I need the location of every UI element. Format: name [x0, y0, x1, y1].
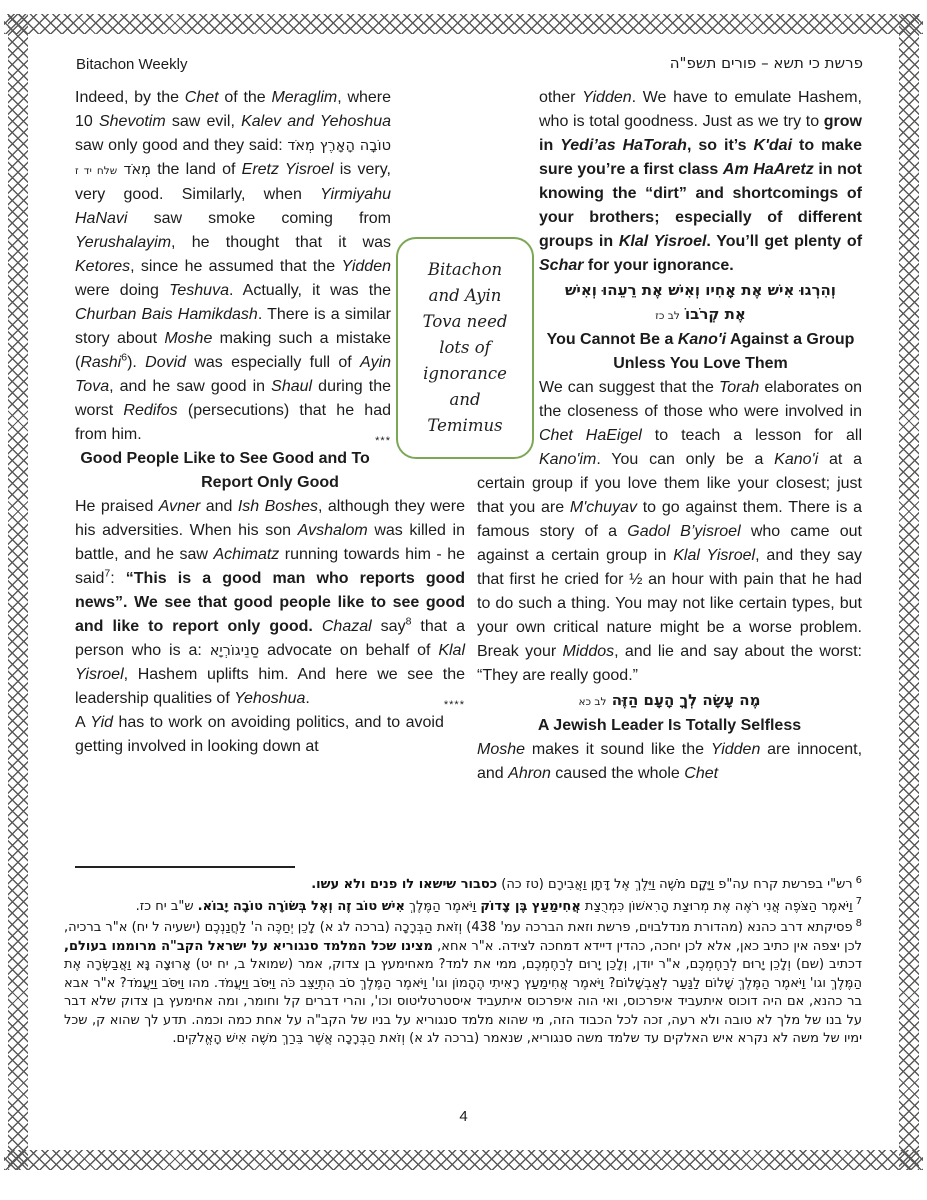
- page-number: 4: [459, 1108, 468, 1125]
- paragraph-kanoim: We can suggest that the Torah elaborates on the closeness of those who were involved in Chet HaEigel to teach a lesson for all Kano'im. You can only be a Kano'i at a certain group if you love them like your closest; just that you are M'chuyav to go against them. There is a famous story of a Gadol B’yisroel who came out against a certain group in Klal Yisroel, and they say that first he cried for ½ an hour with pain that he had to do such a thing. You may not like certain types, but your own critical nature might be a worse problem. Break your Middos, and lie and say about the worst: “They are really good.”: [477, 379, 863, 684]
- page-border-right: [899, 14, 919, 1170]
- footnote-text: פסיקתא דרב כהנא (מהדורת מנדלבוים, פרשת וזאת הברכה עמ' 438) וְזֹאת הַבְּרָכָה (ברכה לג א) לָכֵן יְחַכֶּה ה' לַחֲנַנְכֶם (ישעיה ל יח) א"ר ברכיה, לכן יצפה אין כתיב כאן, אלא לכן יחכה, כהדין דיידא דמחכה לצידה. א"ר אחא, מצינו שכל המלמד סנגוריא על ישראל הקב"ה מרוממו בעולם, דכתיב (שם) וְלָכֵן יָרוּם לְרַחֶמְכֶם, א"ר יודן, וְלָכֵן יָרוּם לְרַחֶמְכֶם, ממי את למד? מאחימעץ בן צדוק, אמר (שמואל ב, יח יט) אָרוּצָה נָּא וַאֲבַשְּׂרָה אֶת הַמֶּלֶךְ וגו' וַיֹּאמֶר הַמֶּלֶךְ שָׁלוֹם לַנַּעַר לְאַבְשָׁלוֹם? וַיֹּאמֶר אֲחִימַעַץ רָאִיתִי הֶהָמוֹן וגו' וַיֹּאמֶר הַמֶּלֶךְ סֹב הִתְיַצֵּב כֹּה וַיִּסֹּב וַיַּעֲמֹד. מהו וַיִּסֹּב וַיַּעֲמֹד? א"ר אבא בר כהנא, אם היה דוכוס איתעביד איפרכוס, ואי הוה איפרכוס איתעביד איסטרטליטוס וכו', והרי דברים קל וחומר, ומה אחימעץ בן צדוק שלא דבר על בנו של מלך לא טובה ולא רעה, זכה לכל הכבוד הזה, מי שהוא מלמד סנגוריא על בניו של הקב"ה על אחת כמה וכמה. תדע לך שהוא ק, שכל ימיו של משה לא נקרא איש האלקים עד שלמד משה סנגוריא, שנאמר (ברכה לג א) וְזֹאת הַבְּרָכָה אֲשֶׁר בֵּרַךְ משֶׁה אִישׁ הָאֱלֹקִים.: [64, 920, 862, 1046]
- paragraph-meraglim: Indeed, by the Chet of the Meraglim, where 10 Shevotim saw evil, Kalev and Yehoshua saw only good and they said: טוֹבָה הָאָרֶץ מְאֹד מְאֹד שלח יד ז the land of Eretz Yisroel is very, very good. Similarly, when Yirmiyahu HaNavi saw smoke coming from Yerushalayim, he thought that it was Ketores, since he assumed that the Yidden were doing Teshuva. Actually, it was the Churban Bais Hamikdash. There is a similar story about Moshe making such a mistake (Rashi$^6$). Dovid was especially full of Ayin Tova, and he saw good in Shaul during the worst Redifos (persecutions) that he had from him. ***: [75, 89, 392, 447]
- pasuk-meh-asah: מֶה עָשָׂה לְךָ הָעָם הַזֶּה לב כא: [578, 691, 761, 709]
- footnote-6: [64, 876, 862, 895]
- paragraph-moshe-ahron: Moshe makes it sound like the Yidden are innocent, and Ahron caused the whole Chet: [477, 741, 863, 782]
- footnote-text: רש"י בפרשת קרח עה"פ וַיָּקָם מֹשֶׁה וַיֵּלֶךְ אֶל דָּתָן וַאֲבִירָם (טז כה) כסבור שישאו לו פנים ולא עשו.: [311, 877, 853, 892]
- footnote-marker: 8: [855, 917, 862, 929]
- pullquote-line: Tova need: [422, 312, 508, 331]
- footnote-separator: [75, 866, 295, 868]
- page-border-left: [8, 14, 28, 1170]
- footnote-7: [64, 898, 862, 917]
- pullquote-box: [396, 237, 534, 459]
- paragraph-avoid-politics: A Yid has to work on avoiding politics, and to avoid getting involved in looking down at: [75, 714, 444, 755]
- parsha-date-header: פרשת כי תשא – פורים תשפ"ה: [669, 54, 863, 72]
- footnote-8: [64, 919, 862, 1049]
- page-border-top: [4, 14, 923, 34]
- paragraph-avner: He praised Avner and Ish Boshes, although they were his adversities. When his son Avshalom was killed in battle, and he saw Achimatz running towards him - he said$^7$: “This is a good man who reports good news”. We see that good people like to see good and like to report only good. Chazal say$^8$ that a person who is a: סַנֵיגוֹרְיָא advocate on behalf of Klal Yisroel, Hashem uplifts him. And here we see the leadership qualities of Yehoshua. ****: [75, 498, 466, 711]
- footnote-marker: 7: [855, 896, 862, 908]
- pasuk-vehirgu: וְהִרְגוּ אִישׁ אֶת אָחִיו וְאִישׁ אֶת רֵעֵהוּ וְאִישׁ: [565, 281, 836, 299]
- paragraph-emulate-hashem: other Yidden. We have to emulate Hashem, who is total goodness. Just as we try to grow in Yedi’as HaTorah, so it’s K'dai to make sure you’re a first class Am HaAretz in not knowing the “dirt” and shortcomings of your brothers; especially of different groups in Klal Yisroel. You’ll get plenty of Schar for your ignorance.: [539, 89, 863, 274]
- section-heading-good-people: Good People Like to See Good and To Report Only Good: [80, 450, 370, 491]
- pullquote-text: [423, 257, 508, 439]
- pasuk-vehirgu-end: אֶת קְרֹבוֹ לב כז: [655, 305, 746, 323]
- footnote-text: וַיֹּאמֶר הַצֹּפֶה אֲנִי רֹאֶה אֶת מְרוּצַת הָרִאשׁוֹן כִּמְרֻצַת אֲחִימַעַץ בֶּן צָדוֹק וַיֹּאמֶר הַמֶּלֶךְ אִישׁ טוֹב זֶה וְאֶל בְּשׂוֹרָה טוֹבָה יָבוֹא. ש"ב יח כז.: [135, 898, 853, 914]
- pullquote-line: lots of: [439, 338, 491, 357]
- section-heading-jewish-leader: A Jewish Leader Is Totally Selfless: [537, 717, 802, 734]
- pullquote-line: and Ayin: [428, 286, 502, 305]
- pullquote-line: and: [449, 390, 481, 409]
- right-column: [477, 86, 862, 786]
- section-heading-kanoi: You Cannot Be a Kano'i Against a Group Unless You Love Them: [546, 331, 855, 372]
- pullquote-line: Temimus: [427, 416, 503, 435]
- pullquote-line: Bitachon: [427, 260, 503, 279]
- footnotes-section: [64, 876, 862, 1052]
- pullquote-line: ignorance: [423, 364, 507, 383]
- footnote-marker: 6: [855, 874, 862, 886]
- page-border-bottom: [4, 1150, 923, 1170]
- newsletter-title: Bitachon Weekly: [76, 56, 188, 73]
